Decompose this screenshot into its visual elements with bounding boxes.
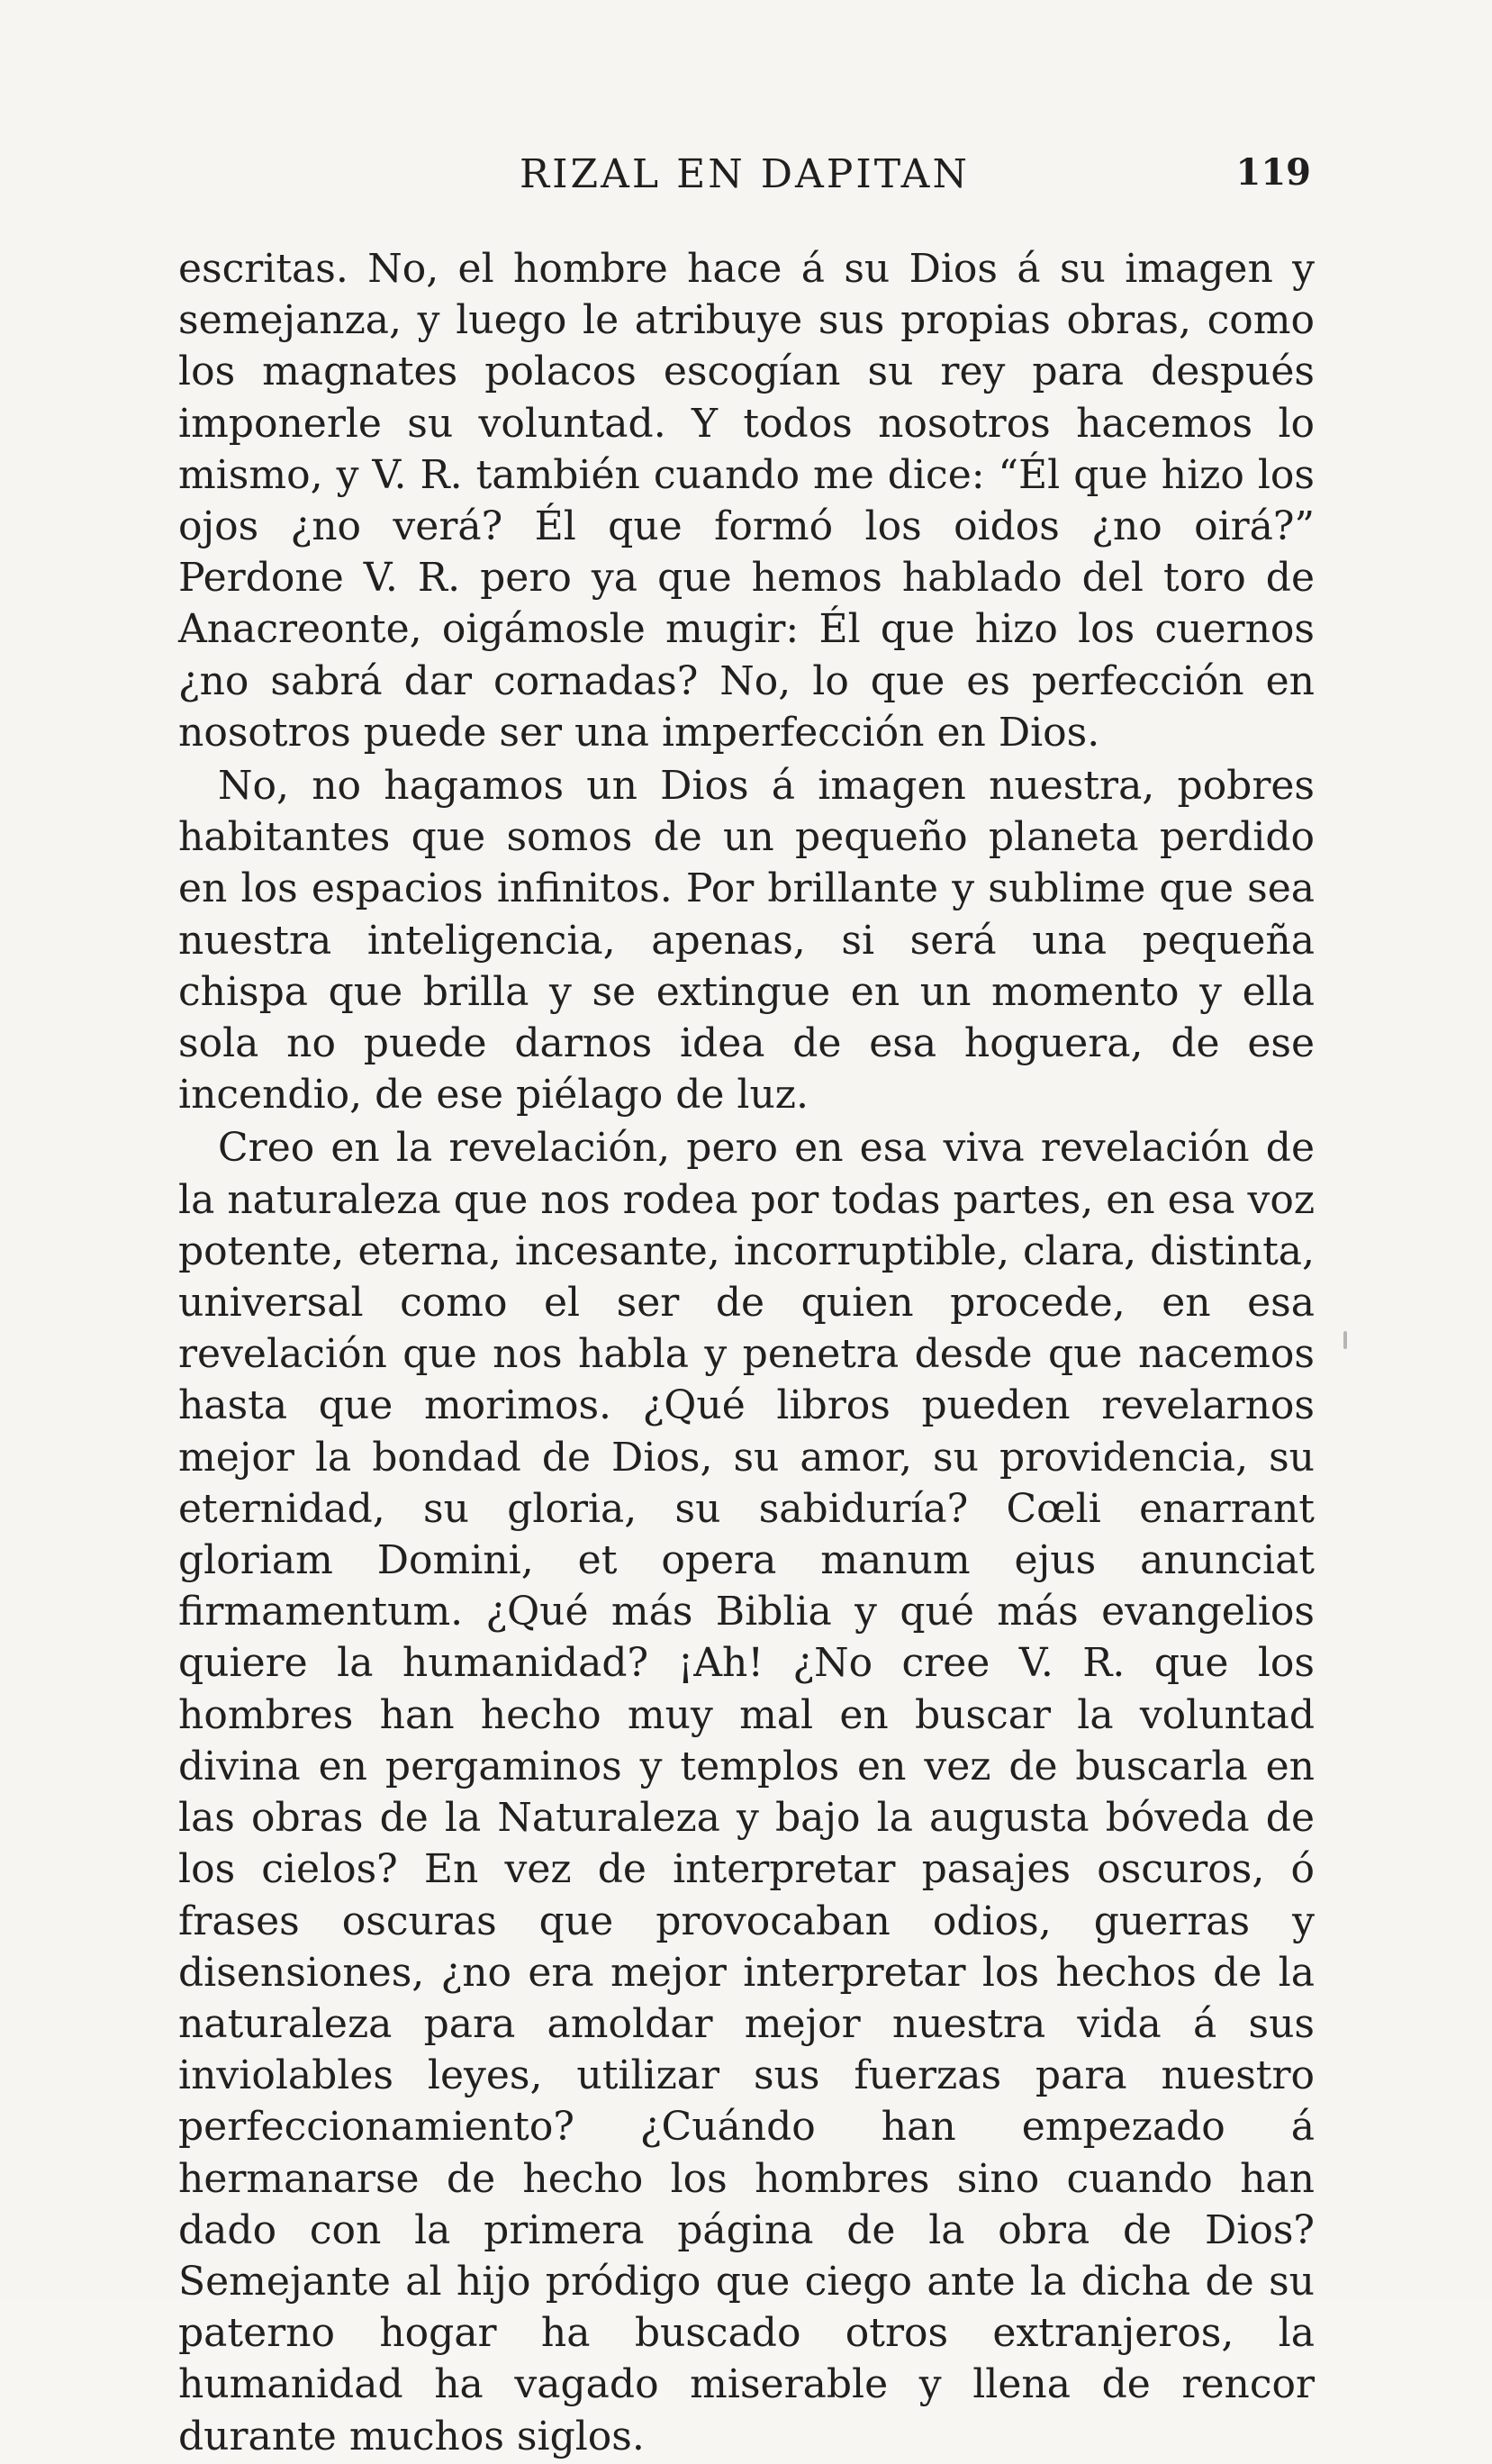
- page-number: 119: [1235, 151, 1311, 194]
- margin-mark: [1343, 1331, 1347, 1349]
- paragraph: Creo en la revelación, pero en esa viva revelación de la naturaleza que nos rodea por todas partes, en esa voz potente, eterna, incesante, incorruptible, clara, distinta, universal como el ser de quien procede, en esa revelación que nos habla y penetra desde que nacemos hasta que morimos. ¿Qué libros pueden revelarnos mejor la bondad de Dios, su amor, su providencia, su eternidad, su gloria, su sabiduría? Cœli enarrant gloriam Domini, et opera manum ejus anunciat firmamentum. ¿Qué más Biblia y qué más evangelios quiere la humanidad? ¡Ah! ¿No cree V. R. que los hombres han hecho muy mal en buscar la voluntad divina en pergaminos y templos en vez de buscarla en las obras de la Naturaleza y bajo la augusta bóveda de los cielos? En vez de interpretar pasajes oscuros, ó frases oscuras que provocaban odios, guerras y disensiones, ¿no era mejor interpretar los hechos de la naturaleza para amoldar mejor nuestra vida á sus inviolables leyes, utilizar sus fuerzas para nuestro perfeccionamiento? ¿Cuándo han empezado á hermanarse de hecho los hombres sino cuando han dado con la primera página de la obra de Dios? Semejante al hijo pródigo que ciego ante la dicha de su paterno hogar ha buscado otros extranjeros, la humanidad ha vagado miserable y llena de rencor durante muchos siglos.: [178, 1125, 1315, 2459]
- running-head: RIZAL EN DAPITAN: [520, 151, 970, 197]
- paragraph: No, no hagamos un Dios á imagen nuestra, pobres habitantes que somos de un pequeño planeta perdido en los espacios infinitos. Por brillante y sublime que sea nuestra inteligencia, apenas, si será una pequeña chispa que brilla y se extingue en un momento y ella sola no puede darnos idea de esa hoguera, de ese incendio, de ese piélago de luz.: [178, 763, 1315, 1119]
- paragraph: escritas. No, el hombre hace á su Dios á su imagen y semejanza, y luego le atribuye sus propias obras, como los magnates polacos escogían su rey para después imponerle su voluntad. Y todos nosotros hacemos lo mismo, y V. R. también cuando me dice: “Él que hizo los ojos ¿no verá? Él que formó los oidos ¿no oirá?” Perdone V. R. pero ya que hemos hablado del toro de Anacreonte, oigámosle mugir: Él que hizo los cuernos ¿no sabrá dar cornadas? No, lo que es perfección en nosotros puede ser una imperfección en Dios.: [178, 246, 1315, 756]
- body-text: [178, 243, 1315, 2464]
- page-header: [178, 151, 1311, 223]
